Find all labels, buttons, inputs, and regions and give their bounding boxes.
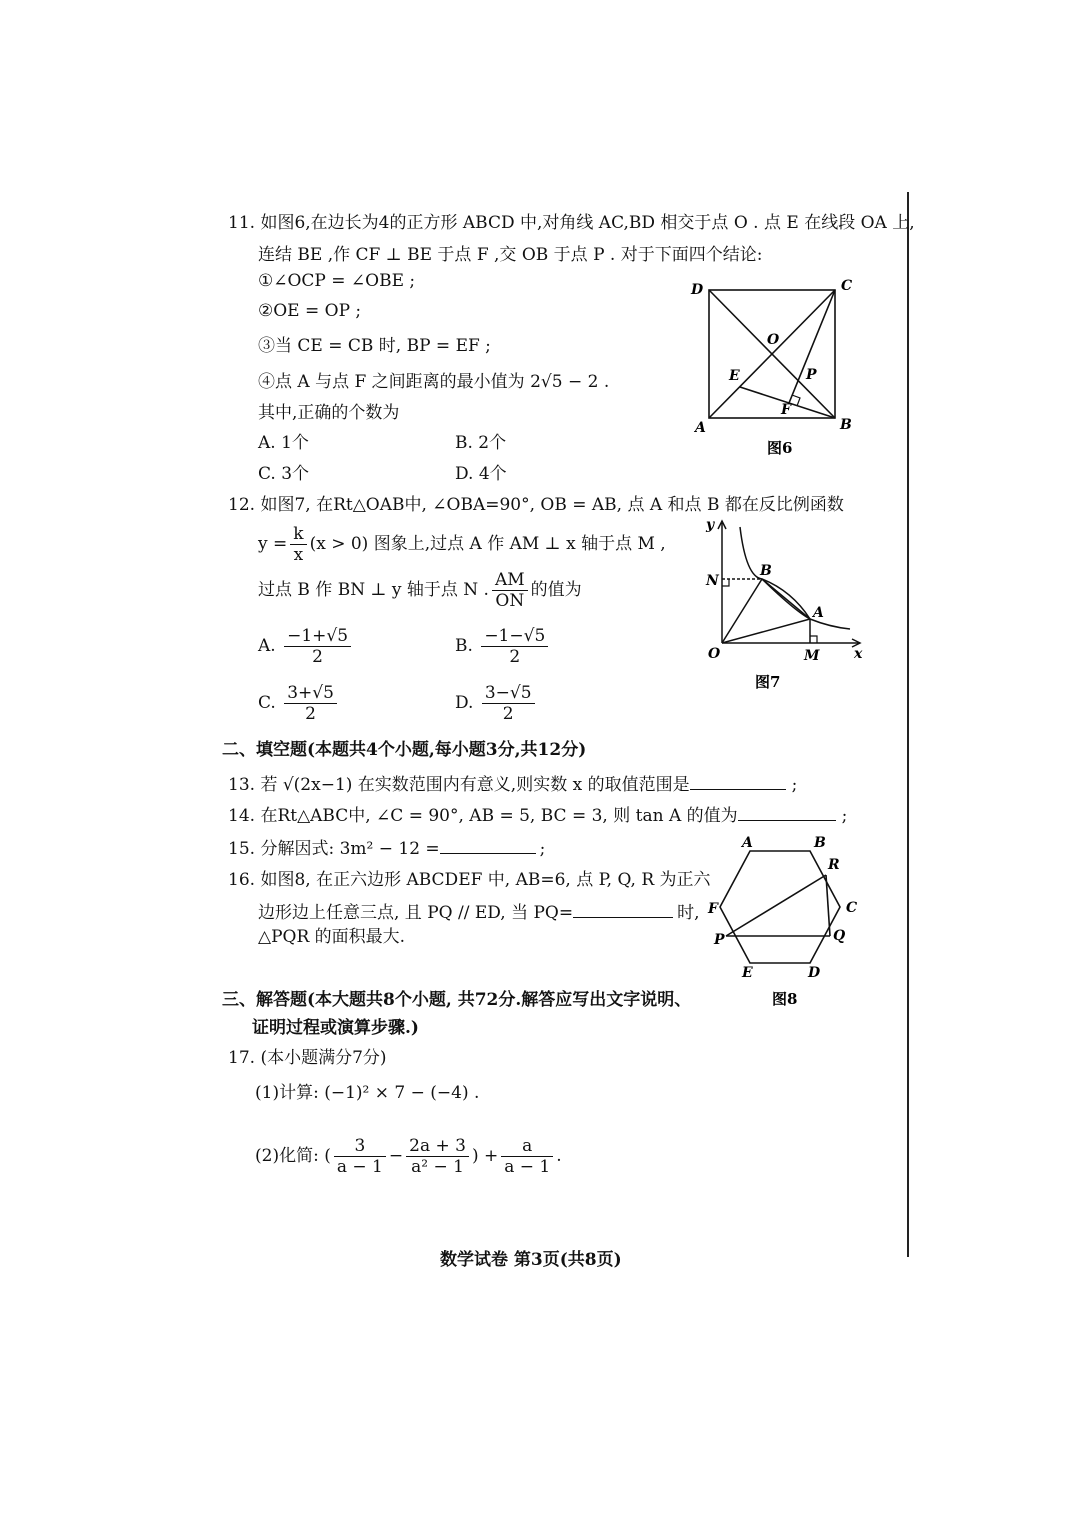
q11-conclusion-1: ①∠OCP = ∠OBE ;	[258, 271, 416, 291]
fig7-label-y: y	[706, 517, 715, 533]
q11-conclusion-4: ④点 A 与点 F 之间距离的最小值为 2√5 − 2 .	[258, 372, 610, 392]
fig8-label-q: Q	[833, 928, 846, 944]
fig7-label-n: N	[706, 573, 719, 589]
q12-option-a-fraction	[284, 626, 351, 667]
q17-minus: −	[388, 1146, 404, 1166]
fig8-label-e: E	[742, 965, 753, 981]
q12-line3-suffix: 的值为	[530, 580, 582, 600]
q17-f1-num: 3	[334, 1136, 386, 1157]
fig8-label-a: A	[742, 835, 753, 851]
fig8-label-d: D	[808, 965, 821, 981]
fig7-label-o: O	[708, 646, 721, 662]
q13-suffix: ;	[791, 775, 798, 795]
q14-text: 14. 在Rt△ABC中, ∠C = 90°, AB = 5, BC = 3, 则 tan A 的值为	[228, 806, 738, 826]
fig6-segment-cf	[789, 290, 835, 403]
q17-fraction-2	[406, 1136, 469, 1177]
q16-line3: △PQR 的面积最大.	[258, 927, 406, 947]
q11-question: 其中,正确的个数为	[258, 403, 400, 423]
q12-option-d-den: 2	[502, 704, 514, 724]
q12-option-c-label: C.	[258, 693, 276, 713]
q17-f3-num: a	[501, 1136, 553, 1157]
fig8-segment-pr	[726, 875, 826, 936]
q12-option-a-label: A.	[258, 636, 276, 656]
fig6-label-p: P	[806, 367, 817, 383]
q17-part2	[255, 1136, 562, 1177]
fig7-label-x: x	[854, 646, 863, 662]
q16-answer-blank[interactable]	[573, 901, 673, 918]
q12-line2	[258, 524, 666, 565]
q11-line1: 11. 如图6,在边长为4的正方形 ABCD 中,对角线 AC,BD 相交于点 O . 点 E 在线段 OA 上,	[228, 213, 915, 233]
fig6-label-o: O	[767, 332, 780, 348]
fig7-label-m: M	[804, 648, 820, 664]
fig7-label-b: B	[760, 563, 772, 579]
section-2-heading: 二、填空题(本题共4个小题,每小题3分,共12分)	[222, 740, 587, 760]
fig6-label-b: B	[840, 417, 852, 433]
q12-option-d-num: 3−√5	[482, 683, 535, 704]
q12-option-c-fraction	[284, 683, 337, 724]
q17-f1-den: a − 1	[336, 1157, 383, 1177]
q12-option-a-den: 2	[312, 647, 323, 667]
q12-option-c-num: 3+√5	[284, 683, 337, 704]
figure-8	[700, 833, 875, 1013]
page-footer: 数学试卷 第3页(共8页)	[440, 1250, 622, 1270]
q11-conclusion-2: ②OE = OP ;	[258, 301, 362, 321]
section-3-heading-cont: 证明过程或演算步骤.)	[252, 1018, 419, 1038]
fig6-label-a: A	[695, 420, 706, 436]
fig6-label-d: D	[691, 282, 704, 298]
fig8-caption: 图8	[772, 990, 798, 1008]
fig8-label-b: B	[814, 835, 826, 851]
q12-line2-text: (x > 0) 图象上,过点 A 作 AM ⊥ x 轴于点 M ,	[309, 534, 666, 554]
page-right-rule	[907, 192, 909, 1257]
q17-part2-prefix: (2)化简: (	[255, 1146, 331, 1166]
q12-option-d	[455, 683, 538, 724]
q12-option-b-fraction	[481, 626, 548, 667]
q15-answer-blank[interactable]	[440, 837, 536, 854]
q17-fraction-1	[334, 1136, 386, 1177]
q12-fraction-k-over-x	[290, 524, 306, 565]
q15	[228, 834, 545, 859]
q17-fraction-3	[501, 1136, 553, 1177]
q11-option-c: C. 3个	[258, 464, 310, 484]
q12-frac-on: ON	[495, 591, 525, 611]
q17-end: .	[556, 1146, 562, 1166]
q13-answer-blank[interactable]	[690, 773, 786, 790]
q11-option-b: B. 2个	[455, 433, 507, 453]
q17-close-plus: ) +	[471, 1146, 499, 1166]
fig8-label-r: R	[828, 857, 840, 873]
q12-option-a-num: −1+√5	[284, 626, 351, 647]
q16-line1: 16. 如图8, 在正六边形 ABCDEF 中, AB=6, 点 P, Q, R 为正六	[228, 870, 711, 890]
q13	[228, 770, 797, 795]
q12-option-d-fraction	[482, 683, 535, 724]
fig8-label-c: C	[846, 900, 858, 916]
fig8-label-f: F	[708, 901, 718, 917]
q11-conclusion-3: ③当 CE = CB 时, BP = EF ;	[258, 336, 491, 356]
q13-text: 13. 若 √(2x−1) 在实数范围内有意义,则实数 x 的取值范围是	[228, 775, 690, 795]
q12-option-b	[455, 626, 551, 667]
q12-option-a	[258, 626, 354, 667]
q12-frac-x: x	[293, 545, 304, 565]
q16-line2-suffix: 时,	[677, 903, 700, 923]
fig7-caption: 图7	[755, 673, 781, 691]
q15-suffix: ;	[539, 839, 546, 859]
q12-option-c-den: 2	[305, 704, 316, 724]
fig7-right-angle-m	[810, 636, 817, 643]
fig7-hyperbola	[740, 527, 850, 629]
q17-f3-den: a − 1	[504, 1157, 551, 1177]
section-3-heading: 三、解答题(本大题共8个小题, 共72分.解答应写出文字说明、	[222, 990, 692, 1010]
q14	[228, 801, 847, 826]
q15-text: 15. 分解因式: 3m² − 12 =	[228, 839, 440, 859]
q12-option-b-label: B.	[455, 636, 473, 656]
q17-part1: (1)计算: (−1)² × 7 − (−4) .	[255, 1083, 480, 1103]
q11-option-d: D. 4个	[455, 464, 507, 484]
fig8-hexagon	[720, 851, 840, 963]
fig6-label-e: E	[729, 368, 740, 384]
q17-f2-num: 2a + 3	[406, 1136, 469, 1157]
figure-6	[685, 272, 865, 467]
fig6-label-c: C	[841, 278, 853, 294]
q12-frac-k: k	[290, 524, 306, 545]
q12-option-d-label: D.	[455, 693, 474, 713]
fig8-label-p: P	[714, 932, 725, 948]
q11-line2: 连结 BE ,作 CF ⊥ BE 于点 F ,交 OB 于点 P . 对于下面四个结论:	[258, 245, 763, 265]
fig7-right-angle-n	[722, 579, 729, 586]
q12-function-prefix: y =	[258, 534, 288, 554]
q12-fraction-am-over-on	[492, 570, 528, 611]
q12-frac-am: AM	[492, 570, 528, 591]
q12-line3	[258, 570, 582, 611]
q12-line1: 12. 如图7, 在Rt△OAB中, ∠OBA=90°, OB = AB, 点 A 和点 B 都在反比例函数	[228, 495, 844, 515]
q16-line2	[258, 898, 700, 923]
q11-option-a: A. 1个	[258, 433, 309, 453]
fig7-segment-ba	[762, 579, 810, 619]
q12-option-c	[258, 683, 340, 724]
fig6-caption: 图6	[767, 439, 793, 457]
q14-suffix: ;	[841, 806, 848, 826]
q17-f2-den: a² − 1	[411, 1157, 464, 1177]
q16-line2-text: 边形边上任意三点, 且 PQ // ED, 当 PQ=	[258, 903, 574, 923]
fig7-label-a: A	[813, 605, 824, 621]
q12-line3-prefix: 过点 B 作 BN ⊥ y 轴于点 N .	[258, 580, 489, 600]
fig6-label-f: F	[781, 402, 791, 418]
q17-title: 17. (本小题满分7分)	[228, 1048, 387, 1068]
q12-option-b-num: −1−√5	[481, 626, 548, 647]
figure-7	[700, 515, 875, 695]
q14-answer-blank[interactable]	[738, 804, 836, 821]
q12-option-b-den: 2	[509, 647, 521, 667]
